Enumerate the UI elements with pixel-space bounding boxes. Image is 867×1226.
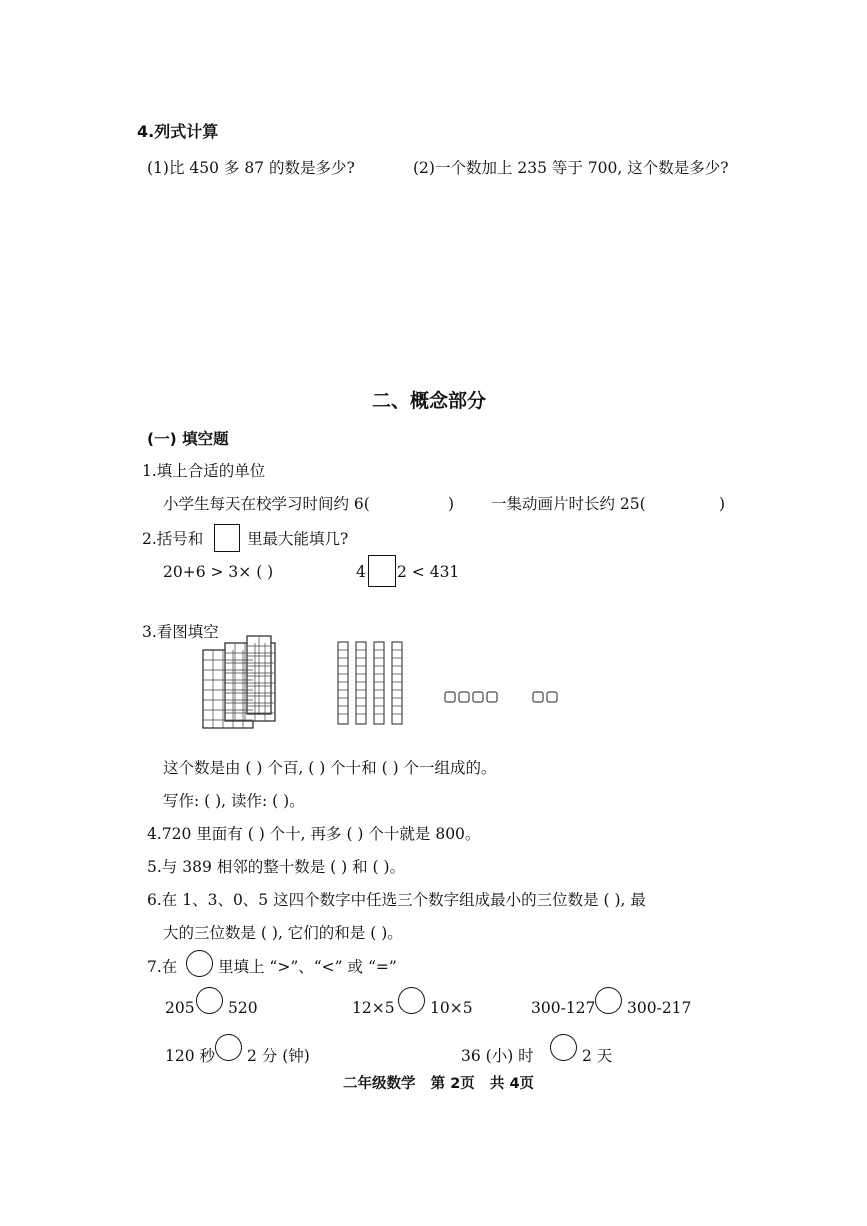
hundreds-flats xyxy=(203,636,275,728)
fill-2-title-pre: 2.括号和 xyxy=(142,530,204,548)
fill-1-title: 1.填上合适的单位 xyxy=(142,462,266,480)
fill-4: 4.720 里面有 ( ) 个十, 再多 ( ) 个十就是 800。 xyxy=(147,825,481,843)
compare-circle-input[interactable] xyxy=(398,987,425,1014)
fill-7-title-post: 里填上 “>”、“<” 或 “=” xyxy=(218,958,397,976)
compare-right: 2 天 xyxy=(582,1047,613,1065)
question-4-part-1: (1)比 450 多 87 的数是多少? xyxy=(147,159,355,177)
compare-circle-input[interactable] xyxy=(196,987,223,1014)
fill-3-line-1: 这个数是由 ( ) 个百, ( ) 个十和 ( ) 个一组成的。 xyxy=(163,759,497,777)
compare-right: 520 xyxy=(228,999,258,1017)
compare-circle-icon xyxy=(186,950,213,977)
fill-5: 5.与 389 相邻的整十数是 ( ) 和 ( )。 xyxy=(147,858,406,876)
page-footer: 二年级数学 第 2页 共 4页 xyxy=(343,1076,535,1092)
ones-cubes xyxy=(445,692,557,702)
fill-2-expression-1: 20+6 > 3× ( ) xyxy=(163,563,274,581)
fill-3-line-2: 写作: ( ), 读作: ( )。 xyxy=(163,792,305,810)
fill-1-item-a-close: ) xyxy=(448,495,455,513)
compare-left: 120 秒 xyxy=(165,1047,216,1065)
fill-1-item-a: 小学生每天在校学习时间约 6( xyxy=(163,495,370,513)
subsection-title: (一) 填空题 xyxy=(147,430,229,448)
fill-3-title: 3.看图填空 xyxy=(142,623,219,641)
compare-right: 2 分 (钟) xyxy=(247,1047,310,1065)
compare-left: 12×5 xyxy=(352,999,395,1017)
tens-rods xyxy=(338,642,402,724)
fill-2-expression-2-post: 2 < 431 xyxy=(397,563,460,581)
compare-left: 205 xyxy=(165,999,195,1017)
answer-box-input[interactable] xyxy=(368,555,396,587)
fill-1-item-b: 一集动画片时长约 25( xyxy=(491,495,646,513)
section-title: 二、概念部分 xyxy=(372,390,487,412)
fill-6-line-1: 6.在 1、3、0、5 这四个数字中任选三个数字组成最小的三位数是 ( ), 最 xyxy=(147,891,646,909)
compare-right: 300-217 xyxy=(627,999,692,1017)
compare-circle-input[interactable] xyxy=(550,1034,577,1061)
fill-2-title-post: 里最大能填几? xyxy=(247,530,349,548)
answer-box-icon xyxy=(214,524,240,552)
fill-6-line-2: 大的三位数是 ( ), 它们的和是 ( )。 xyxy=(163,924,403,942)
question-4-part-2: (2)一个数加上 235 等于 700, 这个数是多少? xyxy=(413,159,729,177)
compare-circle-input[interactable] xyxy=(215,1034,242,1061)
question-4-title: 4.列式计算 xyxy=(137,122,219,141)
base-ten-blocks-figure xyxy=(195,632,575,732)
fill-1-item-b-close: ) xyxy=(719,495,726,513)
compare-left: 300-127 xyxy=(531,999,596,1017)
fill-2-expression-2-pre: 4 xyxy=(356,563,366,581)
compare-circle-input[interactable] xyxy=(595,987,622,1014)
compare-right: 10×5 xyxy=(430,999,473,1017)
compare-left: 36 (小) 时 xyxy=(461,1047,534,1065)
fill-7-title-pre: 7.在 xyxy=(147,958,178,976)
